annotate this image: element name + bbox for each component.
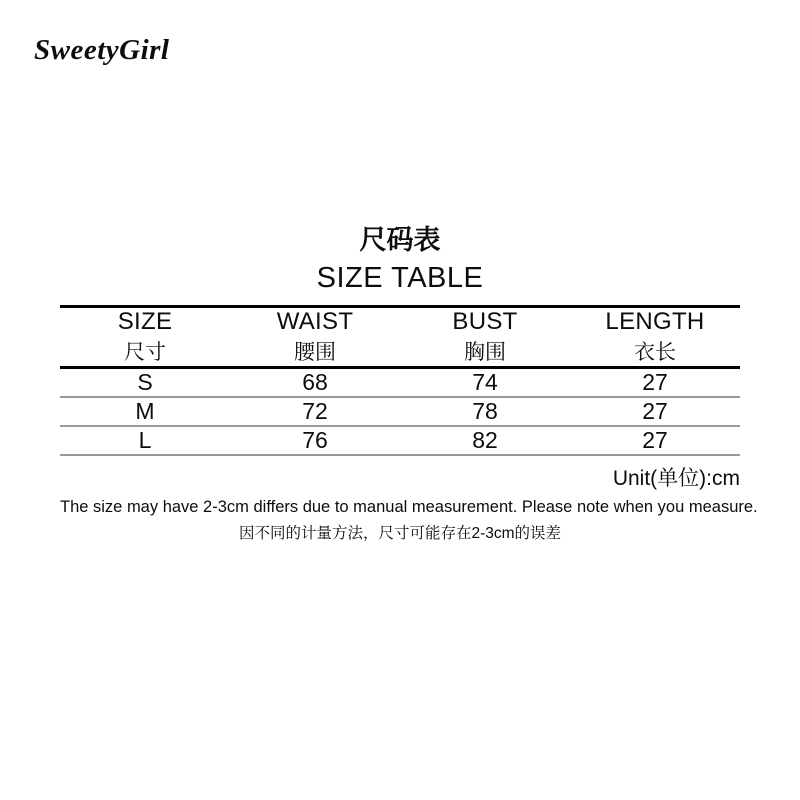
table-header-row-en bbox=[60, 307, 740, 337]
unit-label: Unit(单位):cm bbox=[612, 467, 740, 491]
cell-length: 27 bbox=[642, 369, 668, 396]
cell-length: 27 bbox=[642, 398, 668, 425]
size-table bbox=[60, 305, 740, 456]
cell-bust: 82 bbox=[472, 427, 498, 454]
cell-size: L bbox=[138, 427, 152, 454]
table-header-row-cn bbox=[60, 336, 740, 368]
table-row bbox=[60, 426, 740, 455]
column-header-size-en: SIZE bbox=[117, 308, 173, 336]
measurement-note-cn: 因不同的计量方法，尺寸可能存在2-3cm的误差 bbox=[238, 525, 562, 543]
cell-waist: 76 bbox=[302, 427, 328, 454]
cell-bust: 74 bbox=[472, 369, 498, 396]
column-header-bust-en: BUST bbox=[452, 308, 518, 336]
cell-size: M bbox=[135, 398, 155, 425]
size-chart-title-en: SIZE TABLE bbox=[316, 261, 484, 294]
cell-bust: 78 bbox=[472, 398, 498, 425]
column-header-length-cn: 衣长 bbox=[634, 341, 676, 365]
column-header-length-en: LENGTH bbox=[605, 308, 705, 336]
table-row bbox=[60, 397, 740, 426]
brand-logo: SweetyGirl bbox=[34, 34, 170, 66]
size-chart bbox=[60, 224, 758, 543]
size-chart-title-cn: 尺码表 bbox=[359, 225, 441, 255]
cell-size: S bbox=[137, 369, 153, 396]
column-header-waist-cn: 腰围 bbox=[294, 341, 336, 365]
measurement-note-en: The size may have 2-3cm differs due to manual measurement. Please note when you measure. bbox=[60, 498, 758, 517]
column-header-bust-cn: 胸围 bbox=[464, 341, 506, 365]
table-row bbox=[60, 368, 740, 398]
cell-length: 27 bbox=[642, 427, 668, 454]
column-header-waist-en: WAIST bbox=[276, 308, 354, 336]
column-header-size-cn: 尺寸 bbox=[124, 341, 166, 365]
cell-waist: 72 bbox=[302, 398, 328, 425]
cell-waist: 68 bbox=[302, 369, 328, 396]
